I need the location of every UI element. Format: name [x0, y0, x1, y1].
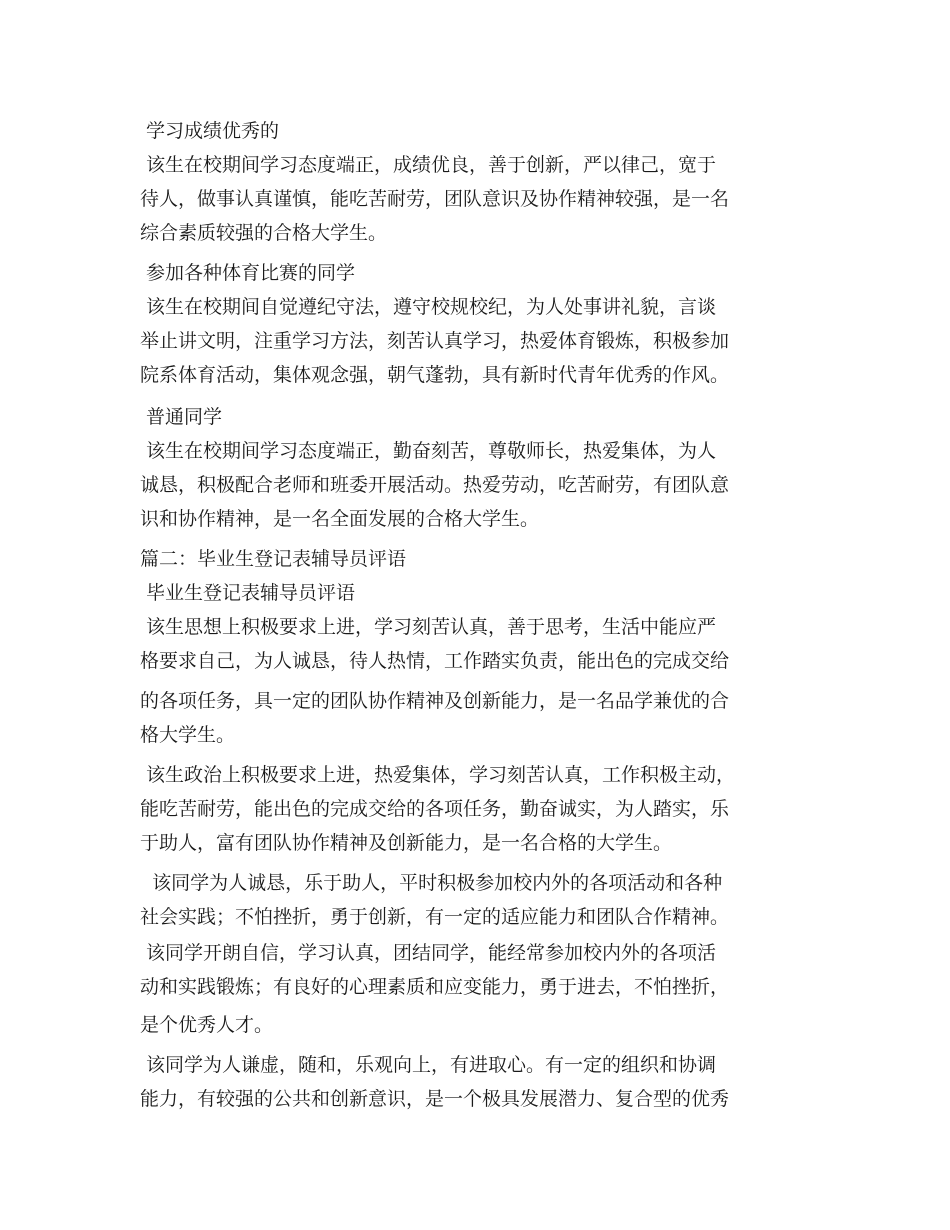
- text-line: 是个优秀人才。: [140, 1014, 274, 1036]
- text-line: 格大学生。: [140, 724, 236, 746]
- text-line: 诚恳，积极配合老师和班委开展活动。热爱劳动，吃苦耐劳，有团队意: [140, 474, 730, 496]
- text-line: 格要求自己，为人诚恳，待人热情，工作踏实负责，能出色的完成交给: [140, 650, 730, 672]
- text-line: 该生在校期间学习态度端正，勤奋刻苦，尊敬师长，热爱集体，为人: [140, 440, 717, 462]
- text-line: 的各项任务，具一定的团队协作精神及创新能力，是一名品学兼优的合: [140, 690, 730, 712]
- text-line: 该生政治上积极要求上进，热爱集体，学习刻苦认真，工作积极主动，: [140, 764, 736, 786]
- text-line: 综合素质较强的合格大学生。: [140, 222, 388, 244]
- text-line: 该生在校期间自觉遵纪守法，遵守校规校纪，为人处事讲礼貌，言谈: [140, 296, 717, 318]
- text-line: 该生思想上积极要求上进，学习刻苦认真，善于思考，生活中能应严: [140, 616, 717, 638]
- text-line: 该同学开朗自信，学习认真，团结同学，能经常参加校内外的各项活: [140, 942, 717, 964]
- heading-regular-students: 普通同学: [140, 406, 223, 428]
- text-line: 于助人，富有团队协作精神及创新能力，是一名合格的大学生。: [140, 832, 673, 854]
- text-line: 能吃苦耐劳，能出色的完成交给的各项任务，勤奋诚实，为人踏实，乐: [140, 798, 730, 820]
- heading-sports-students: 参加各种体育比赛的同学: [140, 262, 356, 284]
- text-line: 动和实践锻炼；有良好的心理素质和应变能力，勇于进去，不怕挫折，: [140, 976, 730, 998]
- text-line: 该同学为人诚恳，乐于助人，平时积极参加校内外的各项活动和各种: [140, 872, 723, 894]
- text-line: 该同学为人谦虚，随和，乐观向上，有进取心。有一定的组织和协调: [140, 1054, 717, 1076]
- text-line: 院系体育活动，集体观念强，朝气蓬勃，具有新时代青年优秀的作风。: [140, 364, 730, 386]
- section-title: 篇二：毕业生登记表辅导员评语: [140, 548, 407, 570]
- text-line: 待人，做事认真谨慎，能吃苦耐劳，团队意识及协作精神较强，是一名: [140, 188, 730, 210]
- text-line: 该生在校期间学习态度端正，成绩优良，善于创新，严以律己，宽于: [140, 154, 717, 176]
- text-line: 识和协作精神，是一名全面发展的合格大学生。: [140, 508, 540, 530]
- text-line: 举止讲文明，注重学习方法，刻苦认真学习，热爱体育锻炼，积极参加: [140, 330, 730, 352]
- heading-excellent-students: 学习成绩优秀的: [140, 120, 280, 142]
- section-subtitle: 毕业生登记表辅导员评语: [140, 582, 356, 604]
- text-line: 能力，有较强的公共和创新意识，是一个极具发展潜力、复合型的优秀: [140, 1088, 730, 1110]
- text-line: 社会实践；不怕挫折，勇于创新，有一定的适应能力和团队合作精神。: [140, 906, 730, 928]
